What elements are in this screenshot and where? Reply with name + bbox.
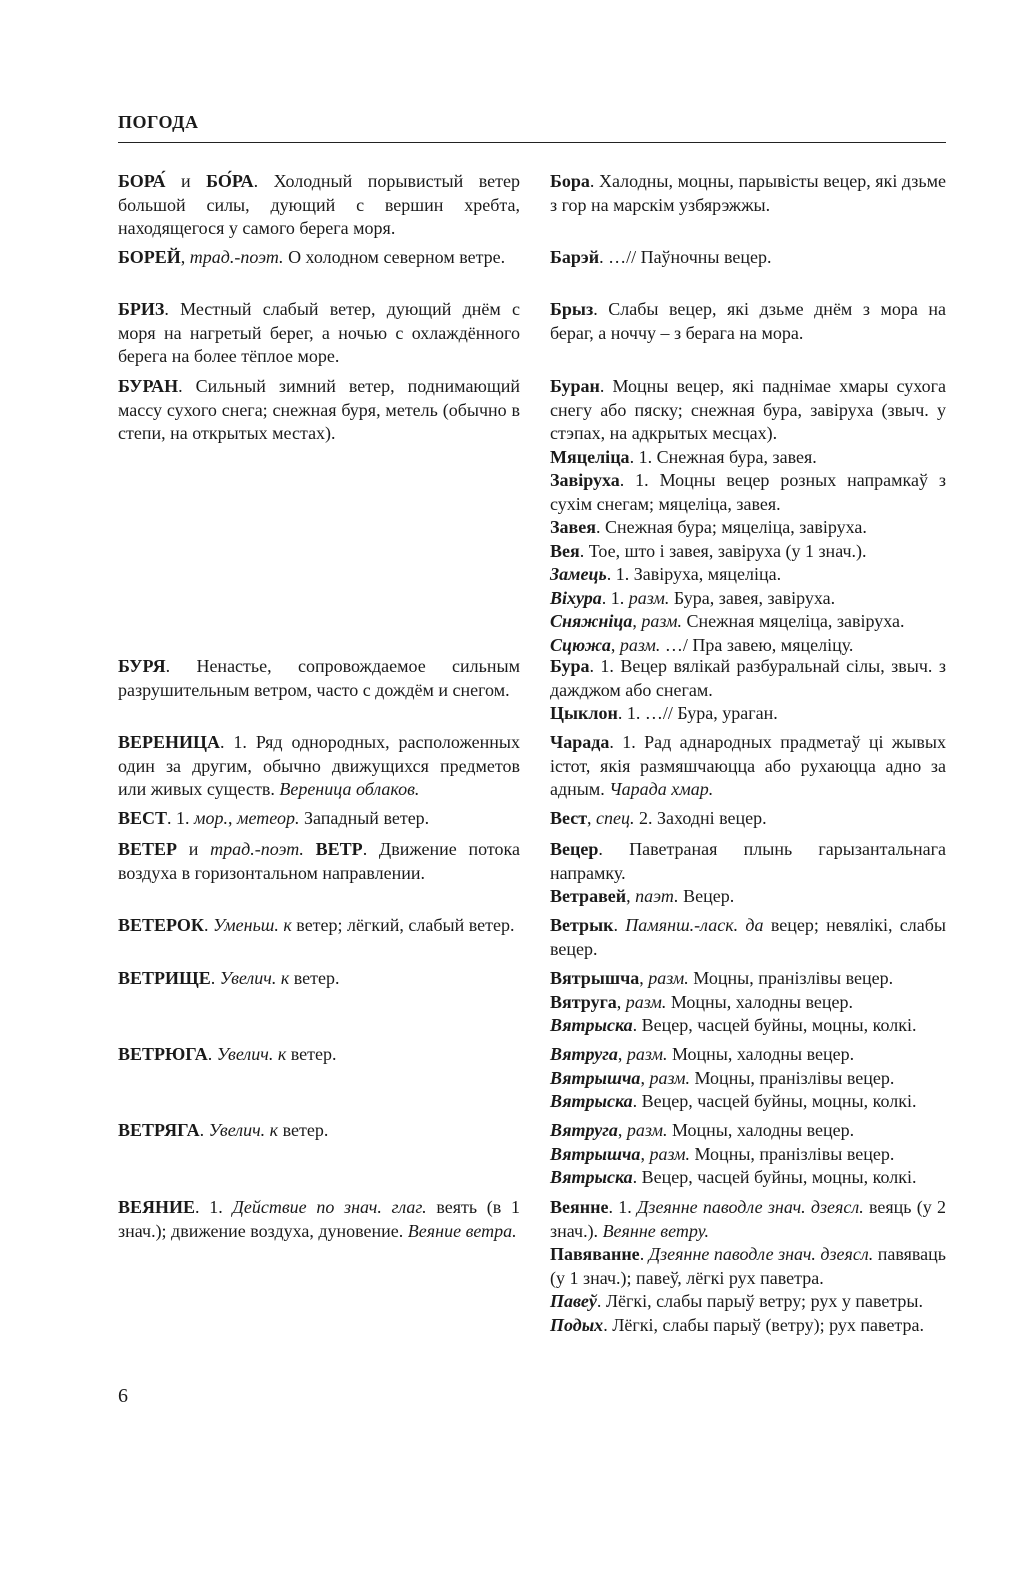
entry-buran-ru: БУРАН. Сильный зимний ветер, поднимающий массу сухого снега; снежная буря, метель (обычно в степи, на открытых местах). xyxy=(118,376,520,443)
entry-burya-ru: БУРЯ. Ненастье, сопровождаемое сильным разрушительным ветром, часто с дождём и снегом. xyxy=(118,656,520,700)
entry-bora-by: Бора. Халодны, моцны, парывісты вецер, які дзьме з гор на марскім узбярэжжы. xyxy=(550,171,946,215)
entry-veter-by: Вецер. Паветраная плынь гарызантальнага напрамку. Ветравей, паэт. Вецер. xyxy=(550,839,946,906)
page-number: 6 xyxy=(118,1385,128,1407)
entry-verenitsa-ru: ВЕРЕНИЦА. 1. Ряд однородных, расположенных один за другим, обычно движущихся предметов или живых существ. Вереница облаков. xyxy=(118,732,520,799)
page-title: ПОГОДА xyxy=(118,112,199,132)
entry-vetrishche-ru: ВЕТРИЩЕ. Увелич. к ветер. xyxy=(118,968,340,988)
entry-borei-by: Барэй. …// Паўночны вецер. xyxy=(550,247,772,267)
entry-briz-by: Брыз. Слабы вецер, які дзьме днём з мора на бераг, а ноччу – з берага на мора. xyxy=(550,299,946,343)
entry-veyanie-by: Веянне. 1. Дзеянне паводле знач. дзеясл. веяць (у 2 знач.). Веянне ветру. Павяванне. Дзеянне паводле знач. дзеясл. павяваць (у 1 знач.); павеў, лёгкі рух паветра. Павеў. Лёгкі, слабы парыў ветру; рух у паветры. Подых. Лёгкі, слабы парыў (ветру); рух паветра. xyxy=(550,1197,946,1335)
entry-vetryuga-by: Вятруга, разм. Моцны, халодны вецер. Вятрышча, разм. Моцны, пранізлівы вецер. Вятрыска. Вецер, часцей буйны, моцны, колкі. xyxy=(550,1044,917,1111)
entry-verenitsa-by: Чарада. 1. Рад аднародных прадметаў ці жывых істот, якія размяшчаюцца або рухаюцца адно за адным. Чарада хмар. xyxy=(550,732,946,799)
header-divider xyxy=(118,142,946,143)
entry-vetryaga-ru: ВЕТРЯГА. Увелич. к ветер. xyxy=(118,1120,329,1140)
entry-borei-ru: БОРЕЙ, трад.-поэт. О холодном северном ветре. xyxy=(118,247,506,267)
entry-bora-ru: БОРА́ и БО́РА. Холодный порывистый ветер большой силы, дующий с вершин хребта, находящегося у самого берега моря. xyxy=(118,171,520,238)
entry-veter-ru: ВЕТЕР и трад.-поэт. ВЕТР. Движение потока воздуха в горизонтальном направлении. xyxy=(118,839,521,883)
entry-briz-ru: БРИЗ. Местный слабый ветер, дующий днём с моря на нагретый берег, а ночью с охлаждённого берега на более тёплое море. xyxy=(118,299,520,366)
entry-vest-ru: ВЕСТ. 1. мор., метеор. Западный ветер. xyxy=(118,808,430,828)
entry-veterok-ru: ВЕТЕРОК. Уменьш. к ветер; лёгкий, слабый ветер. xyxy=(118,915,515,935)
entry-vetryaga-by: Вятруга, разм. Моцны, халодны вецер. Вятрышча, разм. Моцны, пранізлівы вецер. Вятрыска. Вецер, часцей буйны, моцны, колкі. xyxy=(550,1120,917,1187)
entry-vetryuga-ru: ВЕТРЮГА. Увелич. к ветер. xyxy=(118,1044,337,1064)
entry-vetrishche-by: Вятрышча, разм. Моцны, пранізлівы вецер. Вятруга, разм. Моцны, халодны вецер. Вятрыска. Вецер, часцей буйны, моцны, колкі. xyxy=(550,968,917,1035)
entry-veyanie-ru: ВЕЯНИЕ. 1. Действие по знач. глаг. веять (в 1 знач.); движение воздуха, дуновение. Веяние ветра. xyxy=(118,1197,520,1241)
entry-vest-by: Вест, спец. 2. Заходні вецер. xyxy=(550,808,767,828)
entry-buran-by: Буран. Моцны вецер, які паднімае хмары сухога снегу або пяску; снежная бура, завіруха (звыч. у стэпах, на адкрытых месцах). Мяцеліца. 1. Снежная бура, завея. Завіруха. 1. Моцны вецер розных напрамкаў з сухім снегам; мяцеліца, завея. Завея. Снежная бура; мяцеліца, завіруха. Вея. Тое, што і завея, завіруха (у 1 знач.). Замець. 1. Завіруха, мяцеліца. Віхура. 1. разм. Бура, завея, завіруха. Сняжніца, разм. Снежная мяцеліца, завіруха. Сцюжа, разм. …/ Пра завею, мяцеліцу. xyxy=(550,376,946,655)
entry-burya-by: Бура. 1. Вецер вялікай разбуральнай сілы, звыч. з дажджом або снегам. Цыклон. 1. …// Бура, ураган. xyxy=(550,656,946,723)
entry-veterok-by: Ветрык. Памянш.-ласк. да вецер; невялікі, слабы вецер. xyxy=(550,915,946,959)
